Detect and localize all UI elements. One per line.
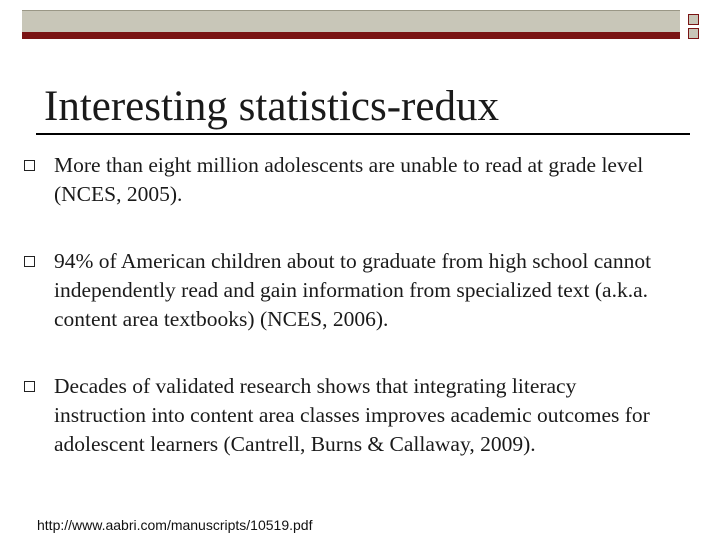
bullet-text: 94% of American children about to graduate from high school cannot independently read and gain information from specialized text (a.k.a. content area textbooks) (NCES, 2006). <box>54 249 652 331</box>
header-accent-line <box>22 32 680 39</box>
title-underline <box>36 133 690 135</box>
corner-square-bottom <box>688 28 699 39</box>
square-bullet-icon <box>24 256 35 267</box>
corner-square-top <box>688 14 699 25</box>
square-bullet-icon <box>24 160 35 171</box>
bullet-text: Decades of validated research shows that integrating literacy instruction into content area classes improves academic outcomes for adolescent learners (Cantrell, Burns & Callaway, 2009). <box>54 374 650 456</box>
square-bullet-icon <box>24 381 35 392</box>
slide-title: Interesting statistics-redux <box>44 83 499 130</box>
source-link[interactable]: http://www.aabri.com/manuscripts/10519.pdf <box>37 517 313 533</box>
bullet-text: More than eight million adolescents are unable to read at grade level (NCES, 2005). <box>54 153 644 206</box>
